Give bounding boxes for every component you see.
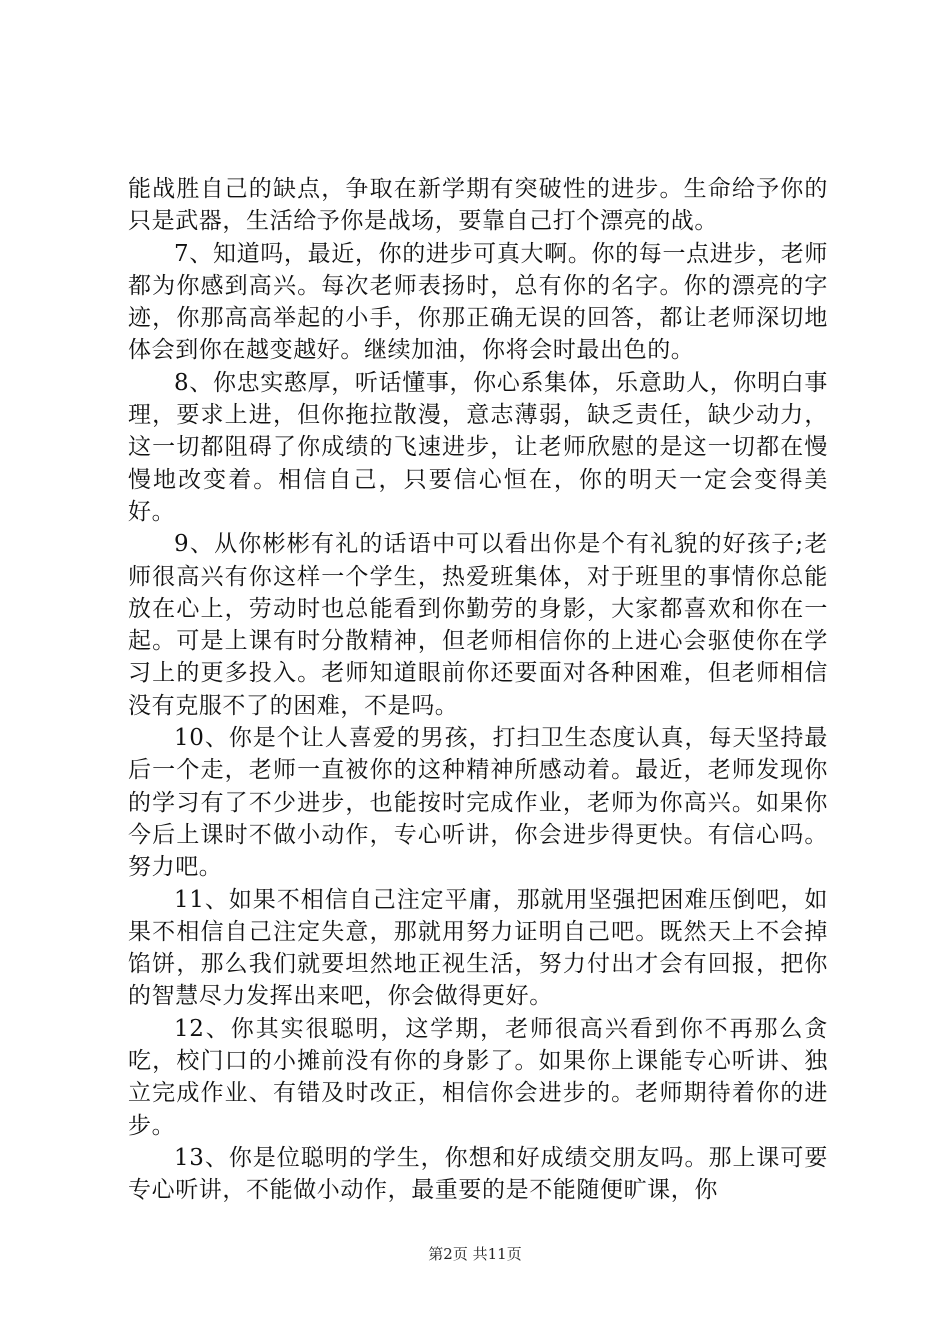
paragraph-item-11: 11、如果不相信自己注定平庸，那就用坚强把困难压倒吧，如果不相信自己注定失意，那就用努力证明自己吧。既然天上不会掉馅饼，那么我们就要坦然地正视生活，努力付出才会有回报，把你的智慧尽力发挥出来吧，你会做得更好。 [128,886,828,1010]
page-number-footer: 第2页 共11页 [428,1245,522,1263]
paragraph-item-8: 8、你忠实憨厚，听话懂事，你心系集体，乐意助人，你明白事理，要求上进，但你拖拉散漫，意志薄弱，缺乏责任，缺少动力，这一切都阻碍了你成绩的飞速进步，让老师欣慰的是这一切都在慢慢地改变着。相信自己，只要信心恒在，你的明天一定会变得美好。 [128,369,828,525]
paragraph-item-9: 9、从你彬彬有礼的话语中可以看出你是个有礼貌的好孩子;老师很高兴有你这样一个学生，热爱班集体，对于班里的事情你总能放在心上，劳动时也总能看到你勤劳的身影，大家都喜欢和你在一起。可是上课有时分散精神，但老师相信你的上进心会驱使你在学习上的更多投入。老师知道眼前你还要面对各种困难，但老师相信没有克服不了的困难，不是吗。 [128,531,828,719]
paragraph-item-7: 7、知道吗，最近，你的进步可真大啊。你的每一点进步，老师都为你感到高兴。每次老师表扬时，总有你的名字。你的漂亮的字迹，你那高高举起的小手，你那正确无误的回答，都让老师深切地体会到你在越变越好。继续加油，你将会时最出色的。 [128,240,828,364]
paragraph-continuation: 能战胜自己的缺点，争取在新学期有突破性的进步。生命给予你的只是武器，生活给予你是战场，要靠自己打个漂亮的战。 [128,176,828,235]
paragraph-item-10: 10、你是个让人喜爱的男孩，打扫卫生态度认真，每天坚持最后一个走，老师一直被你的这种精神所感动着。最近，老师发现你的学习有了不少进步，也能按时完成作业，老师为你高兴。如果你今后上课时不做小动作，专心听讲，你会进步得更快。有信心吗。努力吧。 [128,725,828,881]
paragraph-item-13: 13、你是位聪明的学生，你想和好成绩交朋友吗。那上课可要专心听讲，不能做小动作，最重要的是不能随便旷课，你 [128,1144,828,1204]
paragraph-item-12: 12、你其实很聪明，这学期，老师很高兴看到你不再那么贪吃，校门口的小摊前没有你的身影了。如果你上课能专心听讲、独立完成作业、有错及时改正，相信你会进步的。老师期待着你的进步。 [128,1015,828,1139]
document-body [128,173,828,1207]
